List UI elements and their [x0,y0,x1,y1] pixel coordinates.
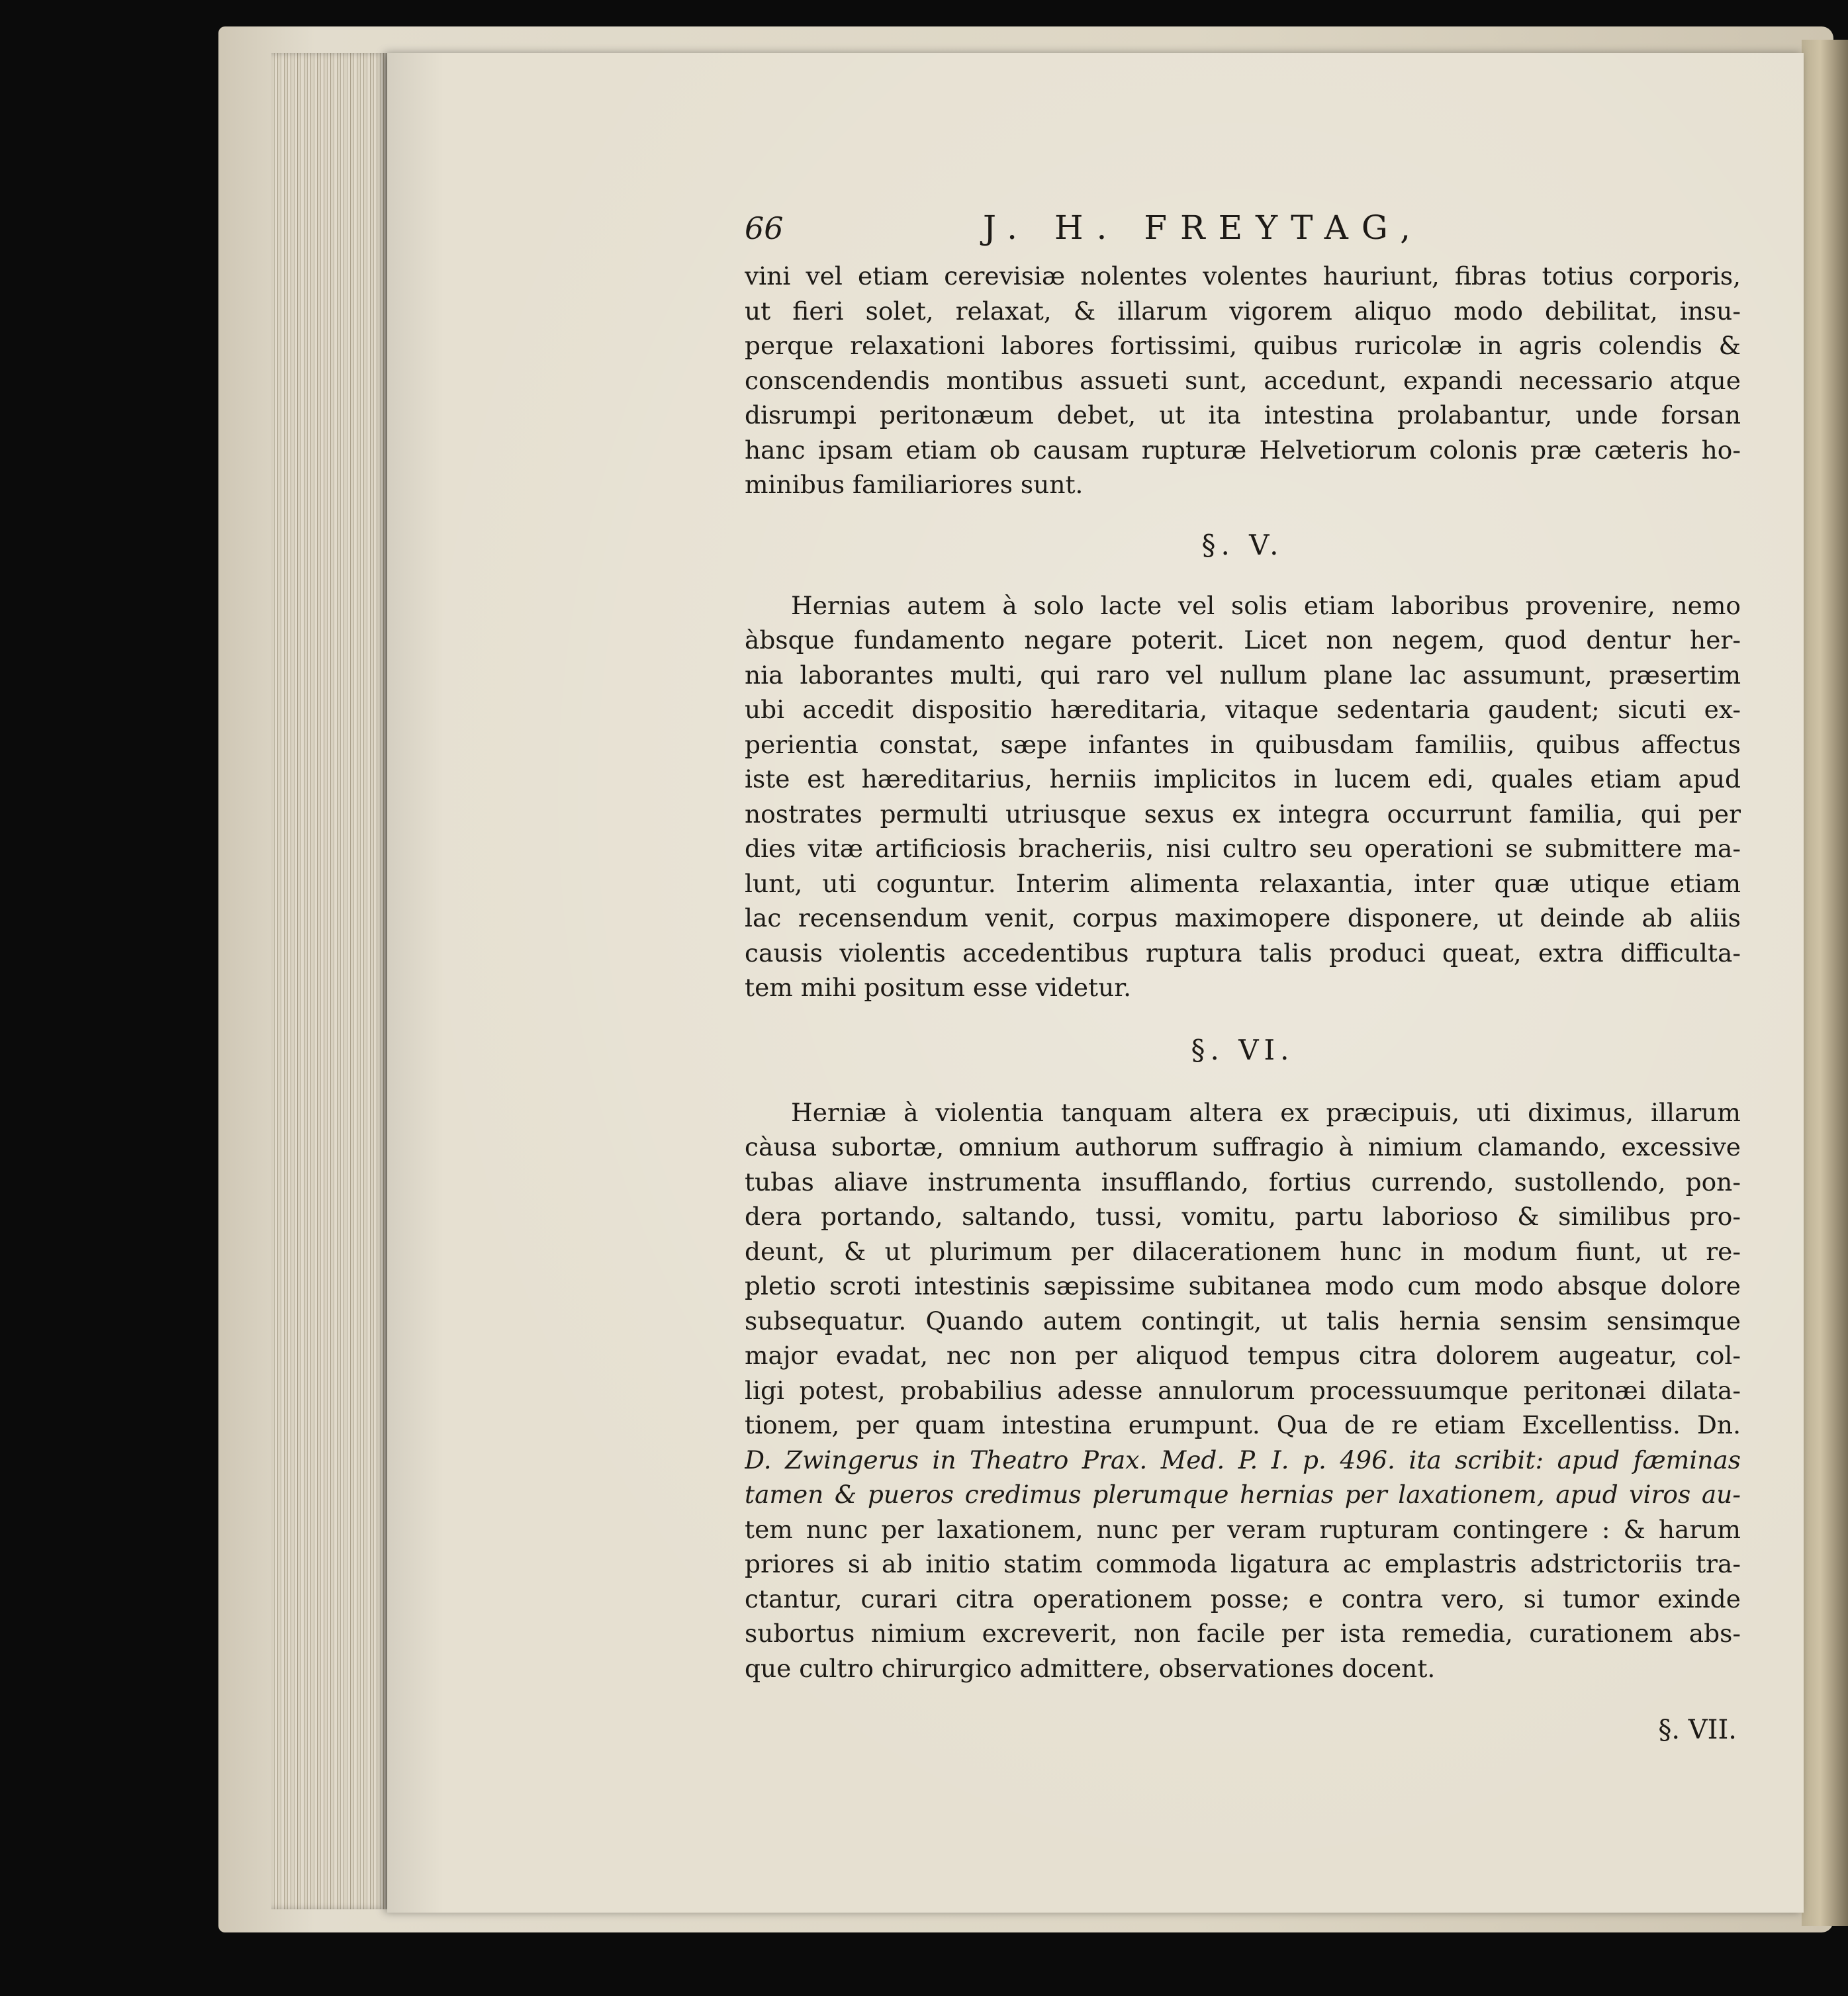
text-line: tem nunc per laxationem, nunc per veram rupturam contingere : & harum [745,1514,1741,1544]
text-line: nia laborantes multi, qui raro vel nullum plane lac assumunt, præsertim [745,660,1741,690]
text-line: vini vel etiam cerevisiæ nolentes volentes hauriunt, fibras totius corporis, [745,261,1741,291]
text-line: àbsque fundamento negare poterit. Licet non negem, quod dentur her- [745,625,1741,655]
text-line: Herniæ à violentia tanquam altera ex præcipuis, uti diximus, illarum [791,1097,1741,1127]
text-line: subsequatur. Quando autem contingit, ut talis hernia sensim sensimque [745,1306,1741,1336]
text-line: ubi accedit dispositio hæreditaria, vitaque sedentaria gaudent; sicuti ex- [745,695,1741,724]
text-line: minibus familiariores sunt. [745,470,1084,499]
text-line: ctantur, curari citra operationem posse; e contra vero, si tumor exinde [745,1584,1741,1613]
text-line: ligi potest, probabilius adesse annulorum processuumque peritonæi dilata- [745,1375,1741,1405]
paragraph-1 [745,259,1741,502]
page-header [745,208,1741,255]
page-edge-stack [271,53,387,1909]
text-line: perientia constat, sæpe infantes in quibusdam familiis, quibus affectus [745,729,1741,759]
paragraph-3 [745,1095,1741,1686]
text-line: lac recensendum venit, corpus maximopere disponere, ut deinde ab aliis [745,903,1741,932]
section-heading-vi: §. VI. [1191,1033,1295,1066]
text-line: tem mihi positum esse videtur. [745,973,1131,1002]
text-line: major evadat, nec non per aliquod tempus citra dolorem augeatur, col- [745,1341,1741,1370]
text-line: tubas aliave instrumenta insufflando, fortius currendo, sustollendo, pon- [745,1167,1741,1197]
text-line: pletio scroti intestinis sæpissime subitanea modo cum modo absque dolore [745,1271,1741,1300]
text-line: disrumpi peritonæum debet, ut ita intestina prolabantur, unde forsan [745,400,1741,430]
text-line: causis violentis accedentibus ruptura talis produci queat, extra difficulta- [745,938,1741,968]
text-line: dies vitæ artificiosis bracheriis, nisi cultro seu operationi se submittere ma- [745,834,1741,863]
text-line: Hernias autem à solo lacte vel solis etiam laboribus provenire, nemo [791,590,1741,620]
paragraph-2 [745,588,1741,1005]
text-line: nostrates permulti utriusque sexus ex integra occurrunt familia, qui per [745,799,1741,829]
text-line: càusa subortæ, omnium authorum suffragio à nimium clamando, excessive [745,1132,1741,1161]
page-text-block [745,208,1741,1745]
text-line: ut fieri solet, relaxat, & illarum vigorem aliquo modo debilitat, insu- [745,296,1741,326]
text-line: lunt, uti coguntur. Interim alimenta relaxantia, inter quæ utique etiam [745,868,1741,898]
text-line: que cultro chirurgico admittere, observationes docent. [745,1653,1436,1683]
section-heading-v: §. V. [1201,528,1284,561]
facing-page-edge [1802,40,1848,1926]
text-line: D. Zwingerus in Theatro Prax. Med. P. I. p. 496. ita scribit: apud fæminas [745,1445,1741,1474]
text-line: subortus nimium excreverit, non facile per ista remedia, curationem abs- [745,1619,1741,1648]
text-line: priores si ab initio statim commoda ligatura ac emplastris adstrictoriis tra- [745,1549,1741,1578]
text-line: iste est hæreditarius, herniis implicitos in lucem edi, quales etiam apud [745,764,1741,794]
text-line: tionem, per quam intestina erumpunt. Qua de re etiam Excellentiss. Dn. [745,1410,1741,1439]
book-page [387,53,1804,1913]
page-number: 66 [745,210,784,246]
text-line: hanc ipsam etiam ob causam rupturæ Helvetiorum colonis præ cæteris ho- [745,435,1741,465]
text-line: conscendendis montibus assueti sunt, accedunt, expandi necessario atque [745,365,1741,395]
text-line: dera portando, saltando, tussi, vomitu, partu laborioso & similibus pro- [745,1202,1741,1231]
text-line: tamen & pueros credimus plerumque hernias per laxationem, apud viros au- [745,1480,1741,1509]
text-line: deunt, & ut plurimum per dilacerationem hunc in modum fiunt, ut re- [745,1236,1741,1266]
running-head: J. H. FREYTAG, [983,208,1424,247]
text-line: perque relaxationi labores fortissimi, quibus ruricolæ in agris colendis & [745,331,1741,360]
catchword: §. VII. [1658,1715,1737,1745]
